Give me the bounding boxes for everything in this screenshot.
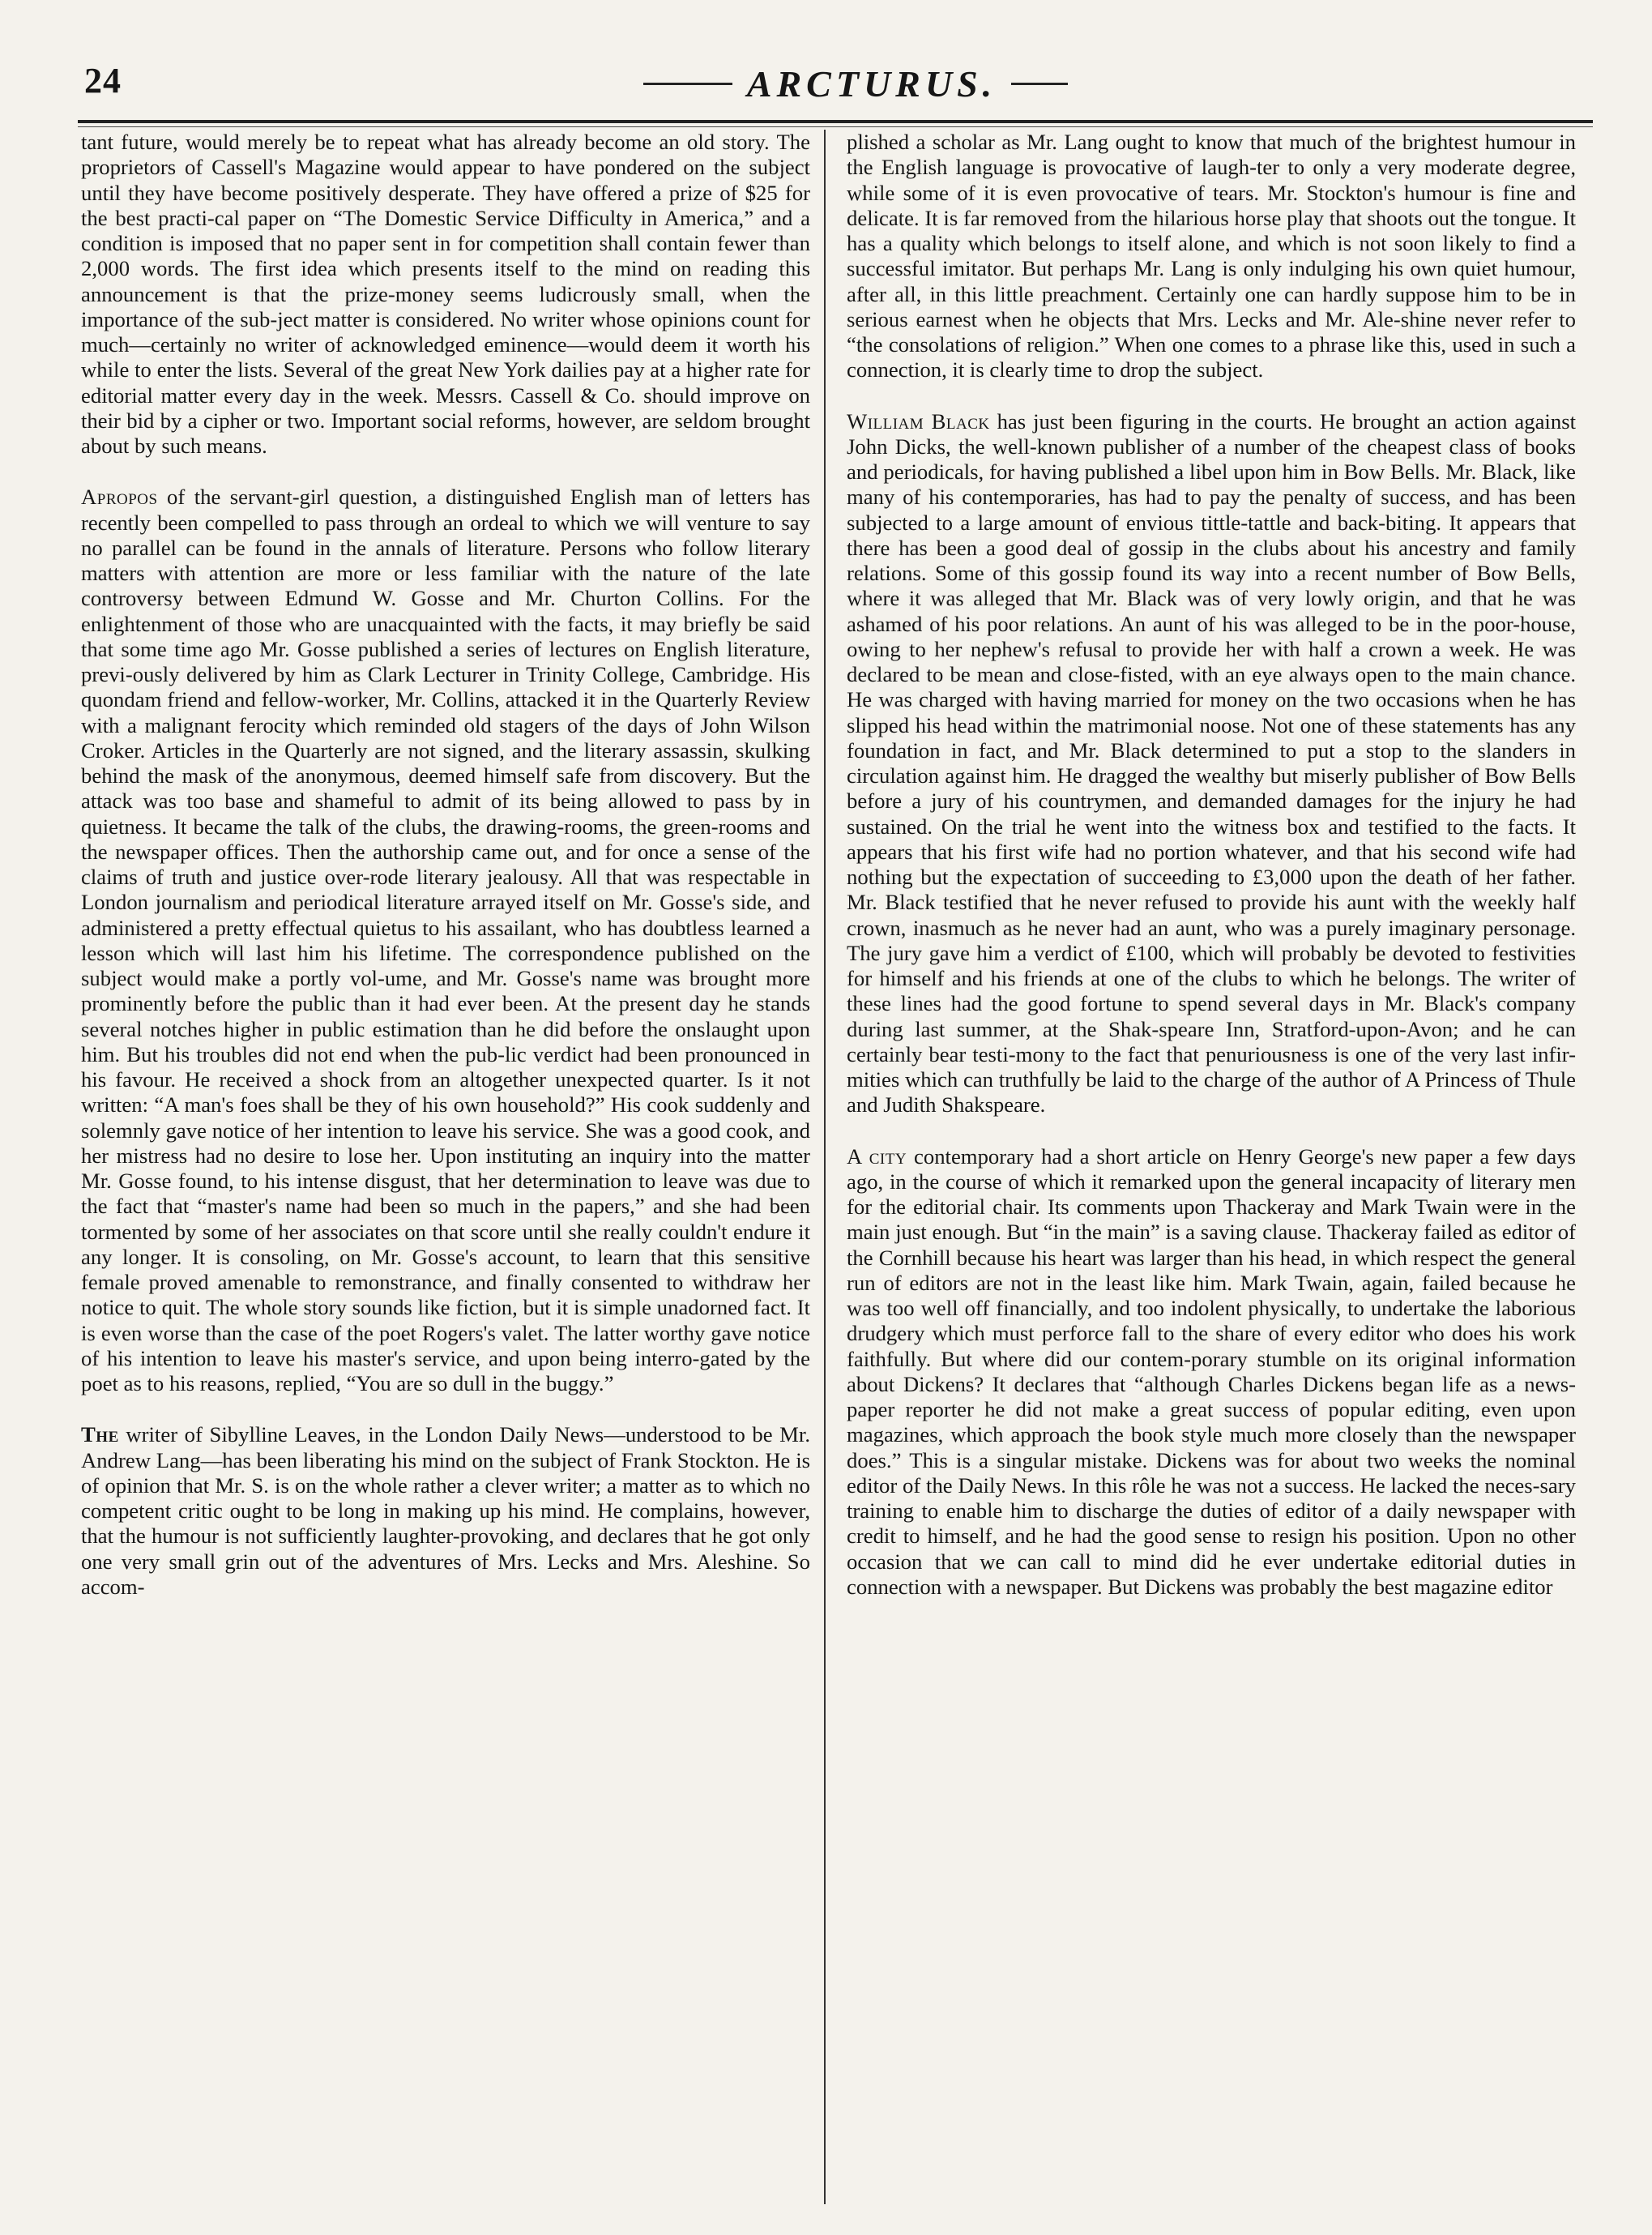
left-column: [81, 130, 810, 2216]
header-rule: [78, 120, 1593, 123]
paragraph-text: writer of Sibylline Leaves, in the London Daily News—understood to be Mr. Andrew Lang—has been liberating his mind on the subject of Frank Stockton. He is of opinion that Mr. S. is on the whole rather a clever writer; a matter as to which no competent critic ought to be long in making up his mind. He complains, however, that the humour is not sufficiently laughter-provoking, and declares that he got only one very small grin out of the adventures of Mrs. Lecks and Mrs. Aleshine. So accom-: [81, 1422, 810, 1599]
right-column: [847, 130, 1576, 2216]
paragraph-text: has just been figuring in the courts. He brought an action against John Dicks, the well-known publisher of a number of the cheapest class of books and periodicals, for having published a libel upon him in Bow Bells. Mr. Black, like many of his contemporaries, has had to pay the penalty of success, and has been subjected to a large amount of envious tittle-tattle and back-biting. It appears that there has been a good deal of gossip in the clubs about his ancestry and family relations. Some of this gossip found its way into a recent number of Bow Bells, where it was alleged that Mr. Black was of very lowly origin, and that he was ashamed of his poor relations. An aunt of his was alleged to be in the poor-house, owing to her nephew's refusal to provide her with half a crown a week. He was declared to be mean and close-fisted, with an eye always open to the main chance. He was charged with having married for money on the two occasions when he has slipped his head within the matrimonial noose. Not one of these statements has any foundation in fact, and Mr. Black determined to put a stop to the slanders in circulation against him. He dragged the wealthy but miserly publisher of Bow Bells before a jury of his countrymen, and demanded damages for the injury he had sustained. On the trial he went into the witness box and testified to the facts. It appears that his first wife had no portion whatever, and that his second wife had nothing but the expectation of succeeding to £3,000 upon the death of her father. Mr. Black testified that he never refused to provide his aunt with the weekly half crown, inasmuch as he never had an aunt, who was a purely imaginary personage. The jury gave him a verdict of £100, which will probably be devoted to festivities for himself and his friends at one of the clubs to which he belongs. The writer of these lines had the good fortune to spend several days in Mr. Black's company during last summer, at the Shak-speare Inn, Stratford-upon-Avon; and he can certainly bear testi-mony to the fact that penuriousness is one of the very last infir-mities which can truthfully be laid to the charge of the author of A Princess of Thule and Judith Shakspeare.: [847, 408, 1576, 1118]
paragraph-lead: Apropos: [81, 485, 158, 510]
paragraph-gosse-cook: [81, 485, 810, 1396]
page-header: [78, 57, 1593, 110]
paragraph-stockton-humour: [847, 130, 1576, 383]
paragraph-william-black: [847, 409, 1576, 1118]
paragraph-text: of the servant-girl question, a distinguished English man of letters has recently been compelled to pass through an ordeal to which we will venture to say no parallel can be found in the annals of literature. Persons who follow literary matters with attention are more or less familiar with the nature of the late controversy between Edmund W. Gosse and Mr. Churton Collins. For the enlightenment of those who are unacquainted with the facts, it may briefly be said that some time ago Mr. Gosse published a series of lectures on English literature, previ-ously delivered by him as Clark Lecturer in Trinity College, Cambridge. His quondam friend and fellow-worker, Mr. Collins, attacked it in the Quarterly Review with a malignant ferocity which reminded old stagers of the days of John Wilson Croker. Articles in the Quarterly are not signed, and the literary assassin, skulking behind the mask of the anonymous, deemed himself safe from discovery. But the attack was too base and shameful to admit of its being allowed to pass by in quietness. It became the talk of the clubs, the drawing-rooms, the green-rooms and the newspaper offices. Then the authorship came out, and for once a sense of the claims of truth and justice over-rode literary jealousy. All that was respectable in London journalism and periodical literature arrayed itself on Mr. Gosse's side, and administered a pretty effectual quietus to his assailant, who has doubtless learned a lesson which will last him his lifetime. The correspondence published on the subject would make a portly vol-ume, and Mr. Gosse's name was brought more prominently before the public than it had ever been. At the present day he stands several notches higher in public estimation than he did before the onslaught upon him. But his troubles did not end when the pub-lic verdict had been pronounced in his favour. He received a shock from an altogether unexpected quarter. Is it not written: “A man's foes shall be they of his own household?” His cook suddenly and solemnly gave notice of her intention to leave his service. She was a good cook, and her mistress had no desire to lose her. Upon instituting an inquiry into the matter Mr. Gosse found, to his intense disgust, that her determination to leave was due to the fact that “master's name had been so much in the papers,” and she had been tormented by some of her associates on that score until she really couldn't endure it any longer. It is consoling, on Mr. Gosse's account, to learn that this sensitive female proved amenable to remonstrance, and finally consented to withdraw her notice to quit. The whole story sounds like fiction, but it is simple unadorned fact. It is even worse than the case of the poet Rogers's valet. The latter worthy gave notice of his intention to leave his master's service, and upon being interro-gated by the poet as to his reasons, replied, “You are so dull in the buggy.”: [81, 485, 810, 1395]
paragraph-sibylline-leaves: [81, 1422, 810, 1600]
paragraph-lead: William Black: [847, 408, 990, 434]
column-divider: [824, 130, 826, 2204]
title-block: [596, 57, 1115, 110]
paragraph-cassell-prize: [81, 130, 810, 459]
paragraph-lead: The: [81, 1422, 119, 1447]
title-rule-left: [643, 83, 732, 85]
paragraph-city-contemporary: [847, 1144, 1576, 1600]
paragraph-text: tant future, would merely be to repeat what has already become an old story. The proprietors of Cassell's Magazine would appear to have pondered on the subject until they have become positively desperate. They have offered a prize of $25 for the best practi-cal paper on “The Domestic Service Difficulty in America,” and a condition is imposed that no paper sent in for competition shall contain fewer than 2,000 words. The first idea which presents itself to the mind on reading this announcement is that the prize-money seems ludicrously small, when the importance of the sub-ject matter is considered. No writer whose opinions count for much—certainly no writer of acknowledged eminence—would deem it worth his while to enter the lists. Several of the great New York dailies pay at a higher rate for editorial matter every day in the week. Messrs. Cassell & Co. should improve on their bid by a cipher or two. Important social reforms, however, are seldom brought about by such means.: [81, 130, 810, 458]
header-rule-thin: [78, 126, 1593, 127]
title-rule-right: [1011, 83, 1068, 85]
paragraph-text: plished a scholar as Mr. Lang ought to know that much of the brightest humour in the English language is provocative of laugh-ter to only a very moderate degree, while some of it is even provocative of tears. Mr. Stockton's humour is fine and delicate. It is far removed from the hilarious horse play that shoots out the tongue. It has a quality which belongs to itself alone, and which is not soon likely to find a successful imitator. But perhaps Mr. Lang is only indulging his own quiet humour, after all, in this little preachment. Certainly one can hardly suppose him to be in serious earnest when he objects that Mrs. Lecks and Mr. Ale-shine never refer to “the consolations of religion.” When one comes to a phrase like this, used in such a connection, it is clearly time to drop the subject.: [847, 130, 1576, 382]
page-number: 24: [84, 61, 122, 100]
paragraph-lead: A city: [847, 1143, 907, 1169]
paragraph-text: contemporary had a short article on Henry George's new paper a few days ago, in the course of which it remarked upon the general incapacity of literary men for the editorial chair. Its comments upon Thackeray and Mark Twain were in the main just enough. But “in the main” is a saving clause. Thackeray failed as editor of the Cornhill because his heart was larger than his head, in which respect the general run of editors are not in the least like him. Mark Twain, again, failed because he was too well off financially, and too indolent physically, to undertake the laborious drudgery which must perforce fall to the share of every editor who does his work faithfully. But where did our contem-porary stumble on its original information about Dickens? It declares that “although Charles Dickens began life as a news-paper reporter he did not make a great success of popular editing, even upon magazines, which approach the book style much more closely than the newspaper does.” This is a singular mistake. Dickens was for about two weeks the nominal editor of the Daily News. In this rôle he was not a success. He lacked the neces-sary training to enable him to discharge the duties of editor of a daily newspaper with credit to himself, and he had the good sense to resign his position. Upon no other occasion that we can call to mind did he ever undertake editorial duties in connection with a newspaper. But Dickens was probably the best magazine editor: [847, 1143, 1576, 1599]
journal-title: ARCTURUS.: [746, 62, 997, 105]
